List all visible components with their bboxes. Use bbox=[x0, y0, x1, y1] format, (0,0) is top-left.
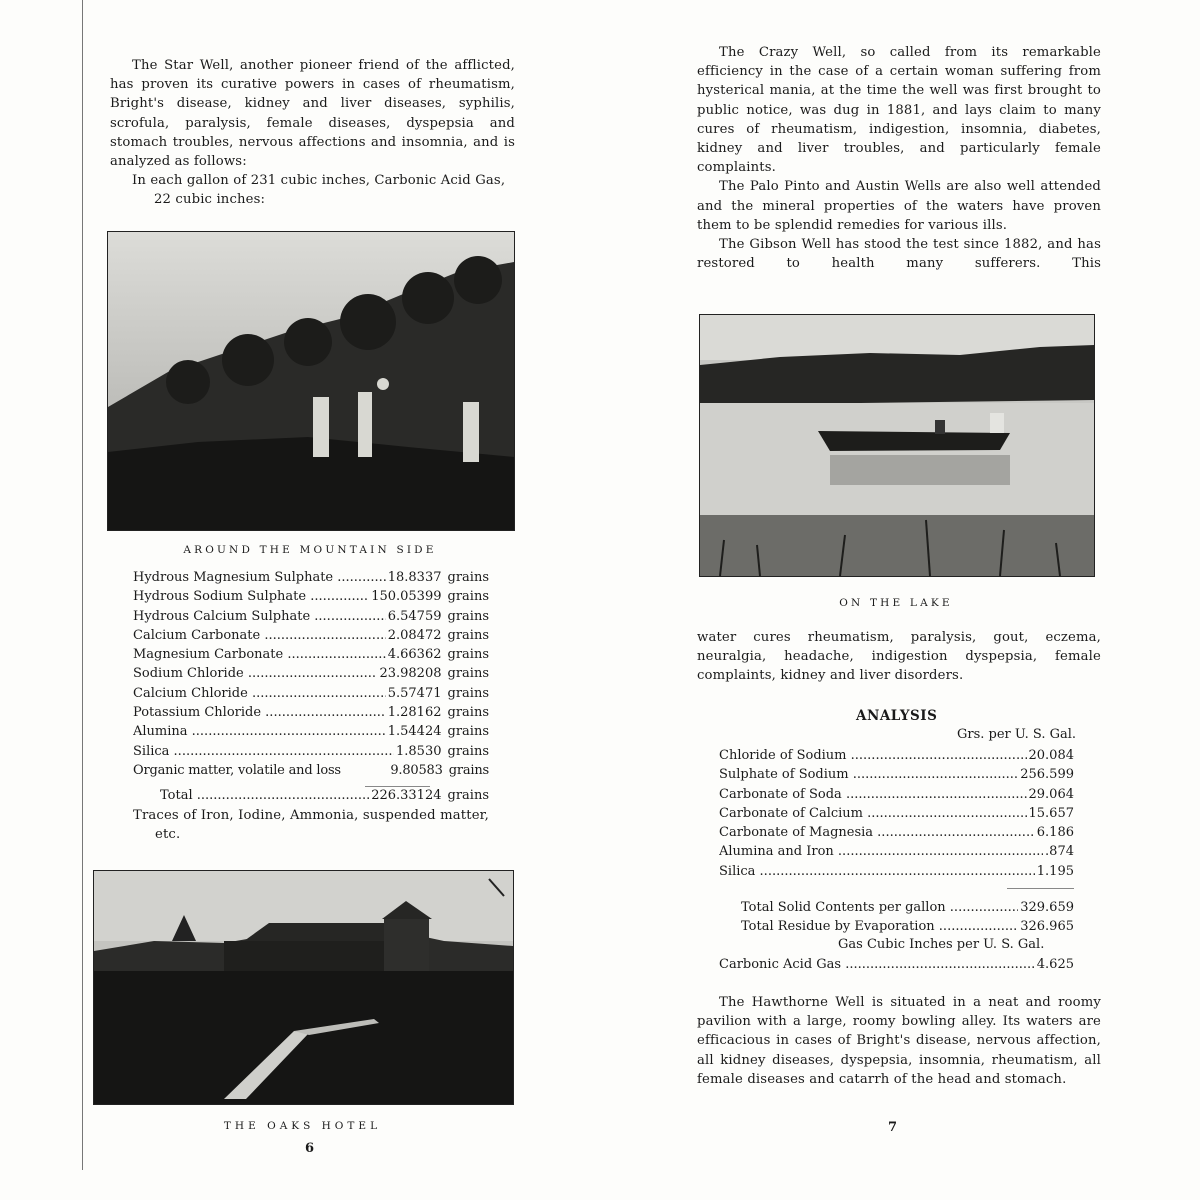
left-page-text bbox=[110, 56, 515, 210]
analysis-row: Hydrous Magnesium Sulphate ..... 18.8337 grains bbox=[133, 568, 489, 587]
gibson-continuation bbox=[697, 628, 1101, 686]
analysis-row: Hydrous Sodium Sulphate ..... 150.05399 grains bbox=[133, 587, 489, 606]
analysis-row: Calcium Chloride ..... 5.57471 grains bbox=[133, 684, 489, 703]
lake-photo bbox=[699, 314, 1095, 577]
right-page-top-text bbox=[697, 43, 1101, 273]
gibson-cont-paragraph: water cures rheumatism, paralysis, gout, eczema, neuralgia, headache, indigestion dyspepsia, female complaints, kidney and liver disorders. bbox=[697, 630, 1101, 684]
total-residue-row: Total Residue by Evaporation ..... 326.965 bbox=[741, 917, 1074, 936]
analysis-row: Potassium Chloride ..... 1.28162 grains bbox=[133, 703, 489, 722]
hawthorne-block bbox=[697, 993, 1101, 1089]
analysis-row: Sulphate of Sodium ..... 256.599 bbox=[719, 765, 1074, 784]
analysis-heading: ANALYSIS bbox=[856, 708, 938, 724]
analysis-row: Alumina and Iron ..... .874 bbox=[719, 842, 1074, 861]
analysis-row: Silica ..... 1.8530 grains bbox=[133, 742, 489, 761]
gibson-totals bbox=[741, 898, 1074, 937]
analysis-row: Calcium Carbonate ..... 2.08472 grains bbox=[133, 626, 489, 645]
gibson-well-paragraph: The Gibson Well has stood the test since 1882, and has restored to health many sufferers. This bbox=[697, 237, 1101, 272]
units-header: Grs. per U. S. Gal. bbox=[957, 727, 1077, 742]
analysis-row: Magnesium Carbonate ..... 4.66362 grains bbox=[133, 645, 489, 664]
analysis-row: Carbonate of Soda ..... 29.064 bbox=[719, 785, 1074, 804]
lake-photo-caption: ON THE LAKE bbox=[839, 597, 953, 609]
mountain-side-photo bbox=[107, 231, 515, 531]
oaks-hotel-caption: THE OAKS HOTEL bbox=[223, 1120, 382, 1132]
total-row: Total ..... 226.33124 grains bbox=[160, 786, 489, 805]
analysis-row: Silica ..... 1.195 bbox=[719, 862, 1074, 881]
crazy-well-paragraph: The Crazy Well, so called from its remarkable efficiency in the case of a certain woman suffering from hysterical mania, at the time the well was first brought to public notice, was dug in 1881, and lays claim to many cures of rheumatism, indigestion, insomnia, diabetes, kidney and liver troubles, and particularly female complaints. bbox=[697, 45, 1101, 176]
analysis-row: Organic matter, volatile and loss 9.80583 grains bbox=[133, 762, 489, 778]
carbonic-row: Carbonic Acid Gas ..... 4.625 bbox=[719, 955, 1074, 974]
star-well-total bbox=[160, 786, 489, 805]
star-well-paragraph: The Star Well, another pioneer friend of the afflicted, has proven its curative powers in cases of rheumatism, Bright's disease, kidney and liver diseases, syphilis, scrofula, paralysis, female diseases, dyspepsia and stomach troubles, nervous affections and insomnia, and is analyzed as follows: bbox=[110, 58, 515, 170]
gibson-analysis-table bbox=[719, 746, 1074, 881]
star-well-analysis-table bbox=[133, 568, 489, 780]
hawthorne-paragraph: The Hawthorne Well is situated in a neat and roomy pavilion with a large, roomy bowling alley. Its waters are efficacious in cases of Bright's disease, nervous affection, all kidney diseases, dyspepsia, insomnia, rheumatism, all female diseases and catarrh of the head and stomach. bbox=[697, 995, 1101, 1087]
analysis-row: Hydrous Calcium Sulphate ..... 6.54759 grains bbox=[133, 607, 489, 626]
analysis-row: Carbonate of Magnesia ..... 6.186 bbox=[719, 823, 1074, 842]
page-spine bbox=[82, 0, 83, 1170]
analysis-row: Carbonate of Calcium ..... 15.657 bbox=[719, 804, 1074, 823]
carbonic-table bbox=[719, 955, 1074, 974]
traces-block bbox=[133, 806, 489, 844]
traces-text: Traces of Iron, Iodine, Ammonia, suspended matter, etc. bbox=[133, 808, 489, 843]
right-page-number: 7 bbox=[888, 1120, 898, 1135]
palo-pinto-paragraph: The Palo Pinto and Austin Wells are also well attended and the mineral properties of the waters have proven them to be splendid remedies for various ills. bbox=[697, 179, 1101, 233]
analysis-row: Sodium Chloride ..... 23.98208 grains bbox=[133, 664, 489, 683]
analysis-row: Chloride of Sodium ..... 20.084 bbox=[719, 746, 1074, 765]
total-solid-row: Total Solid Contents per gallon ..... 329.659 bbox=[741, 898, 1074, 917]
gas-header: Gas Cubic Inches per U. S. Gal. bbox=[838, 937, 1045, 952]
mountain-photo-caption: AROUND THE MOUNTAIN SIDE bbox=[183, 544, 437, 556]
left-page-number: 6 bbox=[305, 1141, 315, 1156]
analysis-row: Alumina ..... 1.54424 grains bbox=[133, 722, 489, 741]
gallon-note: In each gallon of 231 cubic inches, Carbonic Acid Gas, 22 cubic inches: bbox=[132, 173, 506, 208]
oaks-hotel-photo bbox=[93, 870, 514, 1105]
totals-rule bbox=[1007, 888, 1074, 889]
